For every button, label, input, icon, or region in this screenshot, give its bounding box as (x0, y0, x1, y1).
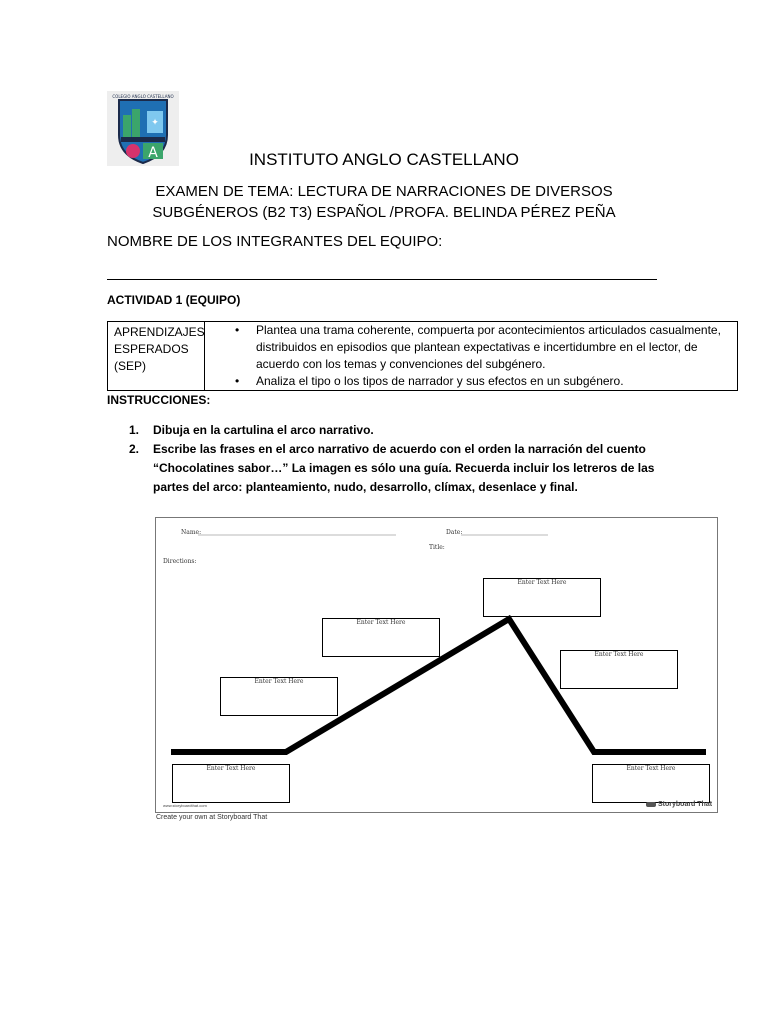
exam-title-line-1: EXAMEN DE TEMA: LECTURA DE NARRACIONES DE DIVERSOS (155, 183, 613, 200)
arc-box-label: Enter Text Here (594, 651, 644, 658)
logo-letter: A (148, 145, 158, 161)
worksheet-site-url: www.storyboardthat.com (163, 803, 207, 808)
arc-box-label: Enter Text Here (517, 579, 567, 586)
learning-outcomes-list (212, 322, 731, 390)
arc-text-box-resolution[interactable] (592, 764, 710, 803)
learning-outcomes-label: APRENDIZAJES ESPERADOS (SEP) (108, 322, 205, 390)
instruction-number: 1. (129, 423, 140, 437)
arc-text-box-exposition[interactable] (172, 764, 290, 803)
team-members-label: NOMBRE DE LOS INTEGRANTES DEL EQUIPO: (107, 233, 443, 250)
instruction-item (107, 440, 667, 497)
svg-text:✦: ✦ (151, 118, 159, 128)
instruction-item (107, 421, 667, 440)
arc-box-label: Enter Text Here (356, 619, 406, 626)
worksheet-credit: Create your own at Storyboard That (156, 814, 268, 821)
worksheet-directions-label: Directions: (163, 558, 197, 565)
arc-box-label: Enter Text Here (254, 678, 304, 685)
worksheet-brand-text: Storyboard That (658, 801, 713, 808)
arc-text-box-rising-1[interactable] (220, 677, 338, 716)
logo-text: COLEGIO ANGLO CASTELLANO (112, 94, 174, 99)
arc-text-box-rising-2[interactable] (322, 618, 440, 657)
learning-outcome-item: • Plantea una trama coherente, compuerta por acontecimientos articulados casualmente, distribuidos en episodios que plantean expectativas e incertidumbre en el lector, de acuerdo con los temas y convenciones del subgénero. (212, 322, 731, 373)
exam-title-line-2: SUBGÉNEROS (B2 T3) ESPAÑOL /PROFA. BELINDA PÉREZ PEÑA (152, 204, 616, 221)
arc-text-box-falling[interactable] (560, 650, 678, 689)
worksheet-title-label: Title: (429, 544, 445, 551)
arc-box-label: Enter Text Here (206, 765, 256, 772)
learning-outcome-item: • Analiza el tipo o los tipos de narrador y sus efectos en un subgénero. (212, 373, 731, 390)
worksheet-brand (646, 801, 712, 808)
exam-title (120, 181, 648, 223)
worksheet-date-label: Date: (446, 529, 463, 536)
storyboard-that-logo-icon (646, 802, 656, 807)
worksheet-name-label: Name: (181, 529, 202, 536)
school-name: INSTITUTO ANGLO CASTELLANO (249, 150, 519, 169)
team-members-line[interactable] (107, 279, 657, 280)
arc-text-box-climax[interactable] (483, 578, 601, 617)
instructions-list (107, 421, 667, 497)
instruction-text: Escribe las frases en el arco narrativo de acuerdo con el orden la narración del cuento “Chocolatines sabor…” La imagen es sólo una guía. Recuerda incluir los letreros de las partes del arco: planteamiento, nudo, desarrollo, clímax, desenlace y final. (153, 442, 655, 494)
learning-outcomes-table (107, 321, 738, 391)
instruction-text: Dibuja en la cartulina el arco narrativo. (153, 423, 374, 437)
activity-heading: ACTIVIDAD 1 (EQUIPO) (107, 293, 241, 307)
narrative-arc-worksheet (155, 517, 718, 813)
arc-box-label: Enter Text Here (626, 765, 676, 772)
instruction-number: 2. (129, 442, 140, 456)
instructions-heading: INSTRUCCIONES: (107, 393, 211, 407)
